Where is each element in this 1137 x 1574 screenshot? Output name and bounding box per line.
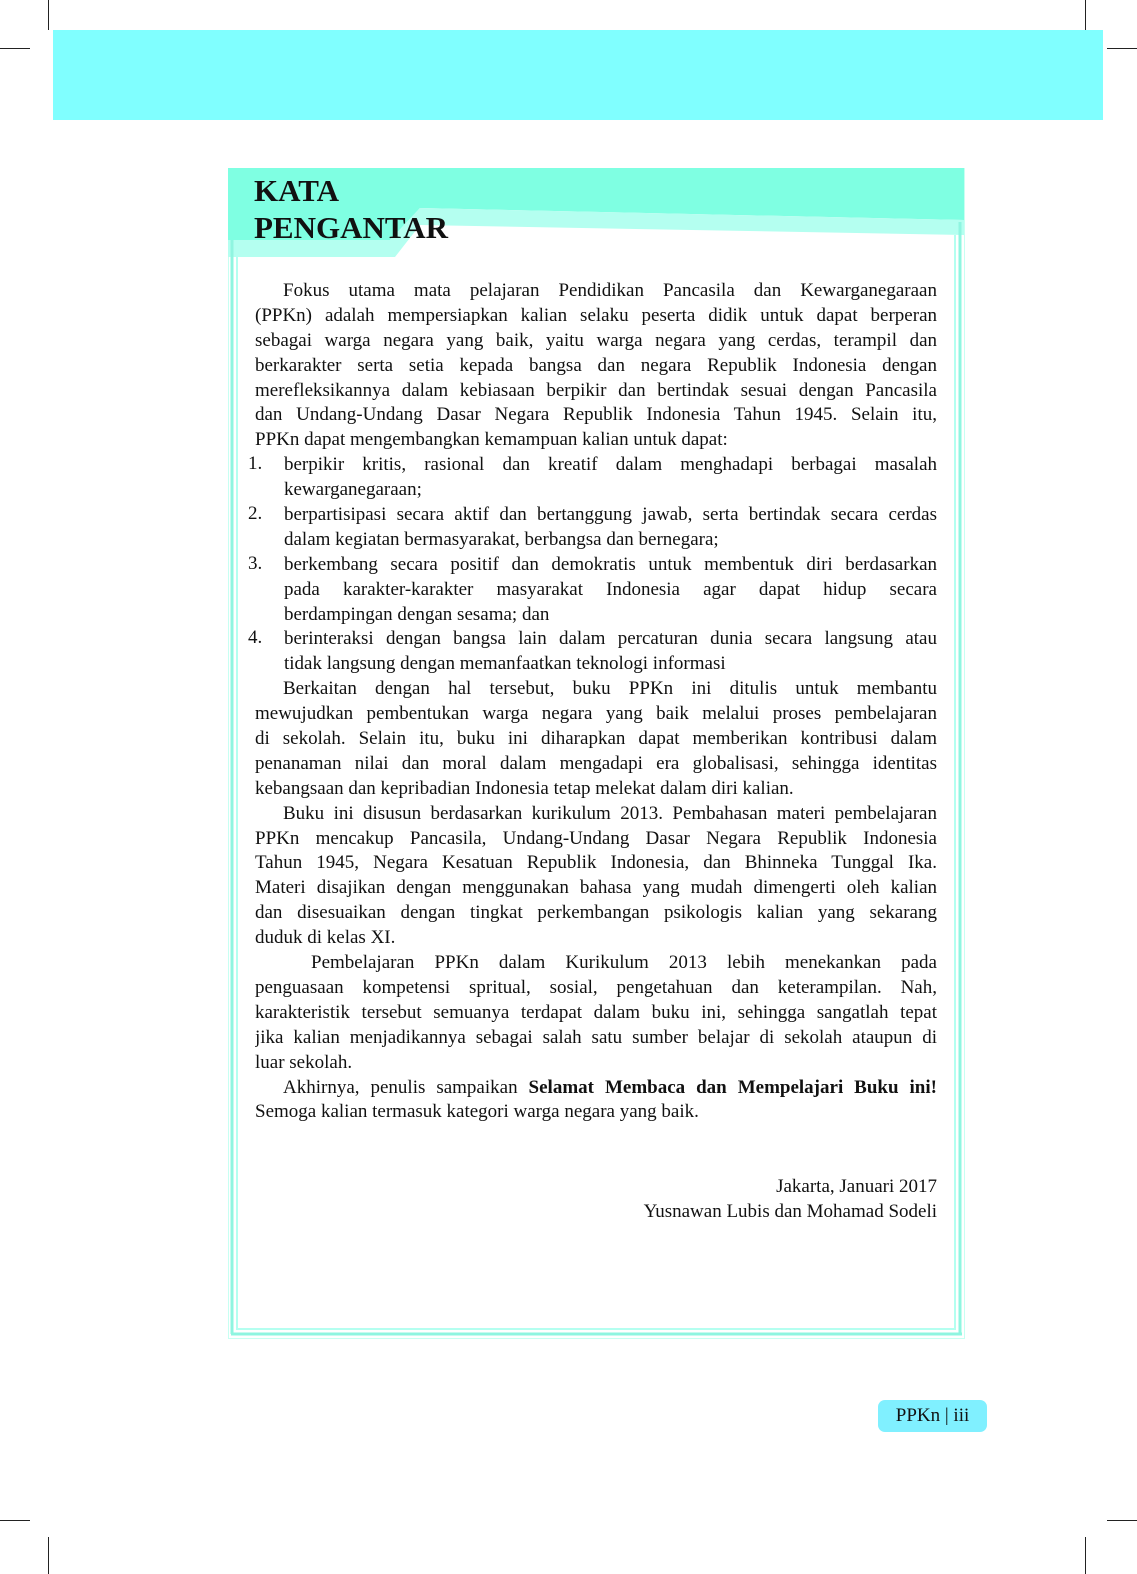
list-item [248,627,937,677]
text-line: Berkaitan dengan hal tersebut, buku PPKn ini ditulis untuk membantu [283,678,937,700]
text-line: Materi disajikan dengan menggunakan bahasa yang mudah dimengerti oleh kalian [255,877,937,899]
text-line: berkembang secara positif dan demokratis untuk membentuk diri berdasarkan [284,553,937,575]
paragraph-5 [255,1076,937,1126]
text-line: penguasaan kompetensi spritual, sosial, pengetahuan dan keterampilan. Nah, [255,976,937,998]
text-line: dalam kegiatan bermasyarakat, berbangsa dan bernegara; [284,528,719,550]
spacer [255,1150,937,1175]
paragraph-4 [255,951,937,1075]
signature [255,1175,937,1225]
page-title [254,172,448,246]
text-line: kebangsaan dan kepribadian Indonesia tetap melekat dalam diri kalian. [255,777,794,799]
text-line: Semoga kalian termasuk kategori warga negara yang baik. [255,1101,699,1123]
text-line: duduk di kelas XI. [255,927,396,949]
text-line: PPKn dapat mengembangkan kemampuan kalian untuk dapat: [255,429,728,451]
closing-text: Akhirnya, penulis sampaikan [283,1076,529,1098]
page-number-badge: PPKn | iii [878,1400,987,1432]
paragraph-2 [255,677,937,801]
title-line: PENGANTAR [254,210,449,245]
text-line: tidak langsung dengan memanfaatkan teknologi informasi [284,653,726,675]
title-line: KATA [254,173,339,208]
text-line: PPKn mencakup Pancasila, Undang-Undang Dasar Negara Republik Indonesia [255,827,937,849]
text-line: kewarganegaraan; [284,479,422,501]
text-line [255,1076,937,1101]
place-date: Jakarta, Januari 2017 [776,1176,937,1198]
text-line: jika kalian menjadikannya sebagai salah satu sumber belajar di sekolah ataupun di [255,1026,937,1048]
text-line: berdampingan dengan sesama; dan [284,603,550,625]
paragraph-1 [255,279,937,453]
text-line: dan Undang-Undang Dasar Negara Republik Indonesia Tahun 1945. Selain itu, [255,404,937,426]
spacer [255,1125,937,1150]
text-line: pada karakter-karakter masyarakat Indonesia agar dapat hidup secara [284,578,937,600]
text-line: luar sekolah. [255,1051,353,1073]
text-line: berpartisipasi secara aktif dan bertanggung jawab, serta bertindak secara cerdas [284,504,937,526]
list-item [248,503,937,553]
list-number: 1. [248,453,263,475]
text-line: karakteristik tersebut semuanya terdapat dalam buku ini, sehingga sangatlah tepat [255,1001,937,1023]
list-number: 3. [248,552,263,574]
text-line: berpikir kritis, rasional dan kreatif dalam menghadapi berbagai masalah [284,454,937,476]
text-line: Fokus utama mata pelajaran Pendidikan Pancasila dan Kewarganegaraan [283,280,937,301]
text-line: berkarakter serta setia kepada bangsa dan negara Republik Indonesia dengan [255,354,937,376]
objectives-list [248,453,937,677]
text-line: Tahun 1945, Negara Kesatuan Republik Indonesia, dan Bhinneka Tunggal Ika. [255,852,937,874]
authors: Yusnawan Lubis dan Mohamad Sodeli [643,1200,937,1222]
text-line: merefleksikannya dalam kebiasaan berpikir dan bertindak sesuai dengan Pancasila [255,379,937,401]
list-item [248,552,937,628]
text-line: (PPKn) adalah mempersiapkan kalian selaku peserta didik untuk dapat berperan [255,304,937,326]
text-line: di sekolah. Selain itu, buku ini diharapkan dapat memberikan kontribusi dalam [255,728,937,750]
text-line: penanaman nilai dan moral dalam mengadapi era globalisasi, sehingga identitas [255,752,937,774]
foreword-body [248,279,937,1225]
text-line: berinteraksi dengan bangsa lain dalam percaturan dunia secara langsung atau [284,628,937,650]
paragraph-3 [255,802,937,951]
text-line: Pembelajaran PPKn dalam Kurikulum 2013 lebih menekankan pada [311,952,937,974]
list-number: 4. [248,627,263,649]
text-line: mewujudkan pembentukan warga negara yang baik melalui proses pembelajaran [255,703,937,725]
text-line: dan disesuaikan dengan tingkat perkembangan psikologis kalian yang sekarang [255,902,937,924]
text-line: Buku ini disusun berdasarkan kurikulum 2013. Pembahasan materi pembelajaran [283,802,937,824]
text-line: sebagai warga negara yang baik, yaitu warga negara yang cerdas, terampil dan [255,329,937,351]
closing-bold-text: Selamat Membaca dan Mempelajari Buku ini! [528,1076,937,1098]
list-item [248,453,937,503]
list-number: 2. [248,503,263,525]
